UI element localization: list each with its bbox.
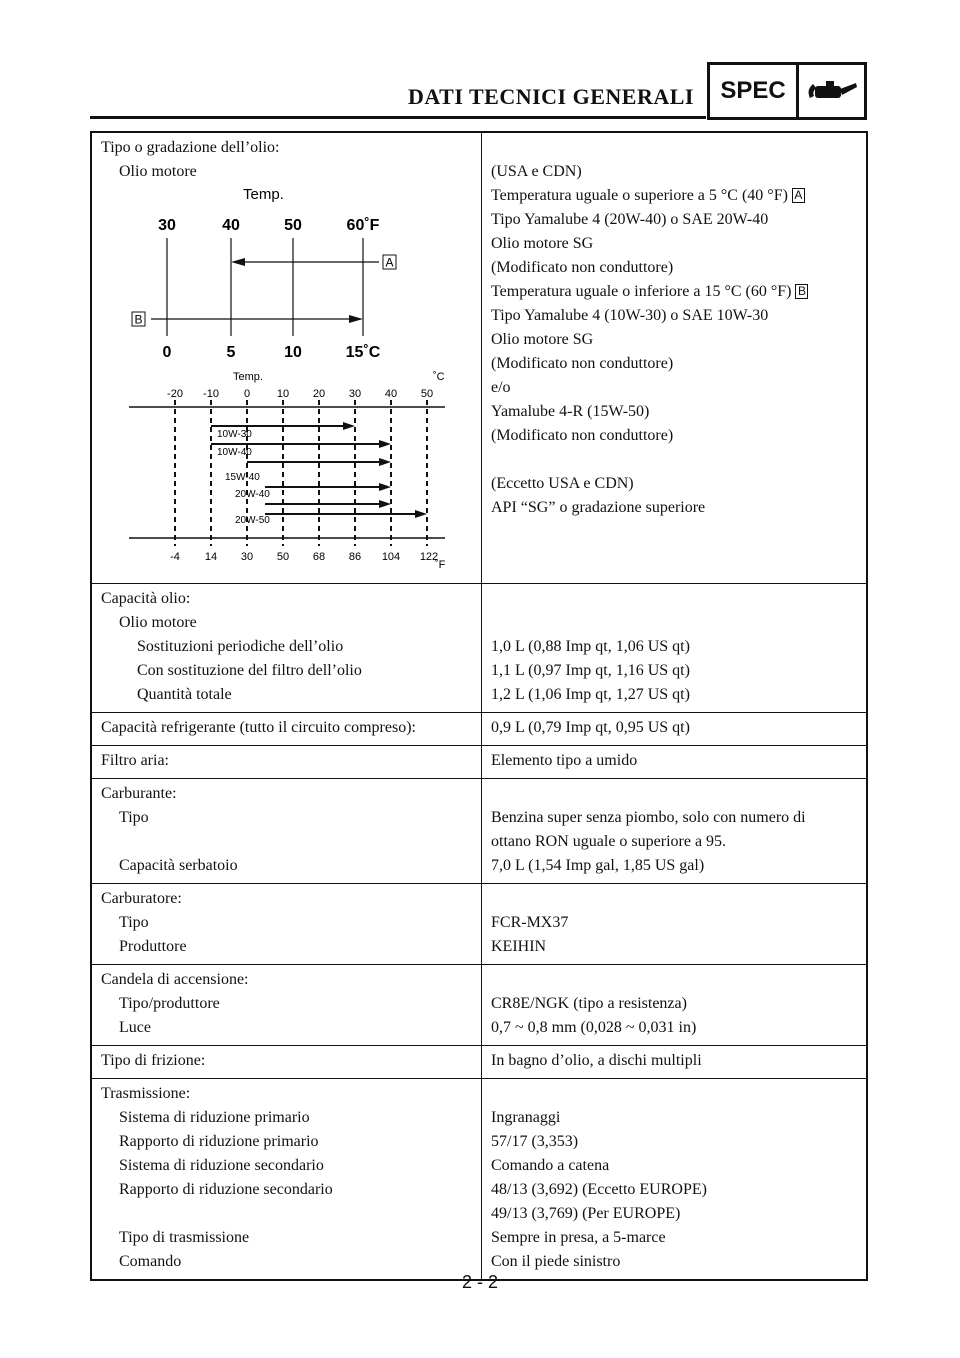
oil-grade-value-line: Yamalube 4-R (15W-50) (491, 403, 650, 420)
fuel-tank-label: Capacità serbatoio (119, 857, 238, 874)
series-label: 10W-40 (217, 447, 252, 458)
celsius-tick: 50 (420, 388, 434, 400)
carburetor-maker-label: Produttore (119, 938, 187, 955)
chart-title: Temp. (243, 186, 284, 203)
bottom-tick: 15˚C (345, 344, 381, 361)
transmission-row-value: Con il piede sinistro (491, 1253, 621, 1270)
fahrenheit-tick: 104 (381, 551, 401, 563)
transmission-row-value: Ingranaggi (491, 1109, 561, 1126)
transmission-row-value: 48/13 (3,692) (Eccetto EUROPE) (491, 1181, 707, 1198)
transmission-row-label: Rapporto di riduzione primario (119, 1133, 319, 1150)
marker-b: B (134, 312, 143, 327)
fahrenheit-tick: 14 (204, 551, 218, 563)
transmission-row-label: Sistema di riduzione primario (119, 1109, 310, 1126)
range-arrow (379, 500, 391, 508)
fuel-section (92, 778, 866, 883)
oil-grade-value-line (491, 448, 866, 472)
fuel-type-label: Tipo (119, 809, 149, 826)
oil-grade-label: Tipo o gradazione dell’olio: (101, 139, 280, 156)
spark-plug-section (92, 964, 866, 1045)
fahrenheit-tick: 122 (419, 551, 439, 563)
fuel-label: Carburante: (101, 785, 177, 802)
oil-grade-value-line: (Modificato non conduttore) (491, 427, 674, 444)
transmission-section (92, 1078, 866, 1279)
marker-b: B (795, 284, 808, 299)
fuel-tank-value: 7,0 L (1,54 Imp gal, 1,85 US gal) (491, 857, 705, 874)
transmission-row-label: Rapporto di riduzione secondario (119, 1181, 333, 1198)
periodic-change-label: Sostituzioni periodiche dell’olio (137, 638, 344, 655)
transmission-row-value: Comando a catena (491, 1157, 610, 1174)
oil-capacity-section (92, 583, 866, 712)
celsius-tick: 20 (312, 388, 326, 400)
clutch-value: In bagno d’olio, a dischi multipli (491, 1052, 702, 1069)
oil-grade-value-row (491, 184, 866, 208)
range-arrow (379, 483, 391, 491)
fuel-type-value-cont: ottano RON uguale o superiore a 95. (491, 833, 727, 850)
oil-grade-value-line: (Eccetto USA e CDN) (491, 475, 634, 492)
oil-grade-value-line: (Modificato non conduttore) (491, 355, 674, 372)
filter-change-label: Con sostituzione del filtro dell’olio (137, 662, 362, 679)
fahrenheit-tick: 50 (276, 551, 290, 563)
chart-title: Temp. (233, 371, 263, 383)
series-label: 20W-50 (235, 515, 270, 526)
top-tick: 40 (222, 217, 240, 234)
spark-plug-label: Candela di accensione: (101, 971, 249, 988)
fahrenheit-tick: 68 (312, 551, 326, 563)
fahrenheit-tick: -4 (170, 551, 180, 563)
bottom-tick: 10 (284, 344, 302, 361)
viscosity-chart (101, 364, 471, 578)
spark-plug-type-value: CR8E/NGK (tipo a resistenza) (491, 995, 687, 1012)
air-filter-section (92, 745, 866, 778)
arrow-a (231, 258, 245, 266)
spec-table (90, 131, 868, 1281)
header-rule (90, 116, 706, 119)
oil-grade-value-line: Tipo Yamalube 4 (10W-30) o SAE 10W-30 (491, 307, 769, 324)
series-label: 20W-40 (235, 489, 270, 500)
oil-grade-value-row (491, 280, 866, 304)
oil-grade-value-line: Olio motore SG (491, 331, 594, 348)
carburetor-section (92, 883, 866, 964)
transmission-row-label (101, 1202, 481, 1226)
engine-oil-label: Olio motore (119, 163, 197, 180)
range-arrow (379, 440, 391, 448)
oil-grade-value-line: Olio motore SG (491, 235, 594, 252)
transmission-row-value: 49/13 (3,769) (Per EUROPE) (491, 1205, 681, 1222)
carburetor-maker-value: KEIHIN (491, 938, 547, 955)
celsius-tick: -10 (203, 388, 219, 400)
transmission-row-label: Tipo di trasmissione (119, 1229, 250, 1246)
celsius-tick: 0 (243, 388, 251, 400)
spark-plug-gap-label: Luce (119, 1019, 151, 1036)
top-tick: 30 (158, 217, 176, 234)
spec-label: SPEC (710, 65, 799, 117)
oil-temp-range-chart (101, 184, 471, 364)
series-label: 15W-40 (225, 472, 260, 483)
oil-grade-value-line: API “SG” o gradazione superiore (491, 499, 706, 516)
bottom-tick: 5 (226, 344, 236, 361)
series-label: 10W-30 (217, 429, 252, 440)
oil-grade-value-line: e/o (491, 379, 511, 396)
unit-fahrenheit: ˚F (435, 559, 446, 571)
spark-plug-type-label: Tipo/produttore (119, 995, 220, 1012)
marker-a: A (385, 255, 394, 270)
top-tick: 60˚F (346, 217, 380, 234)
carburetor-type-value: FCR-MX37 (491, 914, 569, 931)
transmission-row-value: 57/17 (3,353) (491, 1133, 579, 1150)
fahrenheit-tick: 30 (240, 551, 254, 563)
coolant-label: Capacità refrigerante (tutto il circuito compreso): (101, 719, 416, 736)
celsius-tick: 10 (276, 388, 290, 400)
filter-change-value: 1,1 L (0,97 Imp qt, 1,16 US qt) (491, 662, 690, 679)
oil-grade-value-line: (Modificato non conduttore) (491, 259, 674, 276)
page-number: 2 - 2 (461, 1272, 499, 1292)
transmission-row-value: Sempre in presa, a 5-marce (491, 1229, 666, 1246)
unit-celsius: ˚C (433, 371, 445, 383)
air-filter-value: Elemento tipo a umido (491, 752, 638, 769)
carburetor-type-label: Tipo (119, 914, 149, 931)
transmission-row-label: Comando (119, 1253, 182, 1270)
spec-badge (707, 62, 867, 120)
oil-value-spacer (491, 136, 866, 160)
oil-grade-value-line: Tipo Yamalube 4 (20W-40) o SAE 20W-40 (491, 211, 769, 228)
oil-grade-section (92, 133, 866, 583)
top-tick: 50 (284, 217, 302, 234)
oil-grade-value-line: (USA e CDN) (491, 163, 582, 180)
celsius-tick: 30 (348, 388, 362, 400)
arrow-b (349, 315, 363, 323)
transmission-row-label: Sistema di riduzione secondario (119, 1157, 324, 1174)
range-arrow (379, 458, 391, 466)
oil-capacity-label: Capacità olio: (101, 590, 191, 607)
spark-plug-gap-value: 0,7 ~ 0,8 mm (0,028 ~ 0,031 in) (491, 1019, 697, 1036)
total-quantity-value: 1,2 L (1,06 Imp qt, 1,27 US qt) (491, 686, 690, 703)
transmission-label: Trasmissione: (101, 1085, 191, 1102)
air-filter-label: Filtro aria: (101, 752, 169, 769)
range-arrow (343, 422, 355, 430)
oil-grade-value-line: Temperatura uguale o inferiore a 15 °C (60 °F) (491, 283, 792, 300)
celsius-tick: 40 (384, 388, 398, 400)
fahrenheit-tick: 86 (348, 551, 362, 563)
fuel-type-value: Benzina super senza piombo, solo con numero di (491, 809, 806, 826)
oil-can-icon (799, 65, 864, 117)
coolant-value: 0,9 L (0,79 Imp qt, 0,95 US qt) (491, 719, 690, 736)
total-quantity-label: Quantità totale (137, 686, 232, 703)
periodic-change-value: 1,0 L (0,88 Imp qt, 1,06 US qt) (491, 638, 690, 655)
page-title: DATI TECNICI GENERALI (408, 84, 694, 109)
range-arrow (415, 510, 427, 518)
carburetor-label: Carburatore: (101, 890, 182, 907)
oil-grade-values (482, 133, 866, 583)
oil-grade-value-line: Temperatura uguale o superiore a 5 °C (40 °F) (491, 187, 788, 204)
celsius-tick: -20 (167, 388, 183, 400)
marker-a: A (792, 188, 805, 203)
bottom-tick: 0 (162, 344, 172, 361)
clutch-label: Tipo di frizione: (101, 1052, 206, 1069)
engine-oil-label: Olio motore (119, 614, 197, 631)
clutch-section (92, 1045, 866, 1078)
coolant-section (92, 712, 866, 745)
